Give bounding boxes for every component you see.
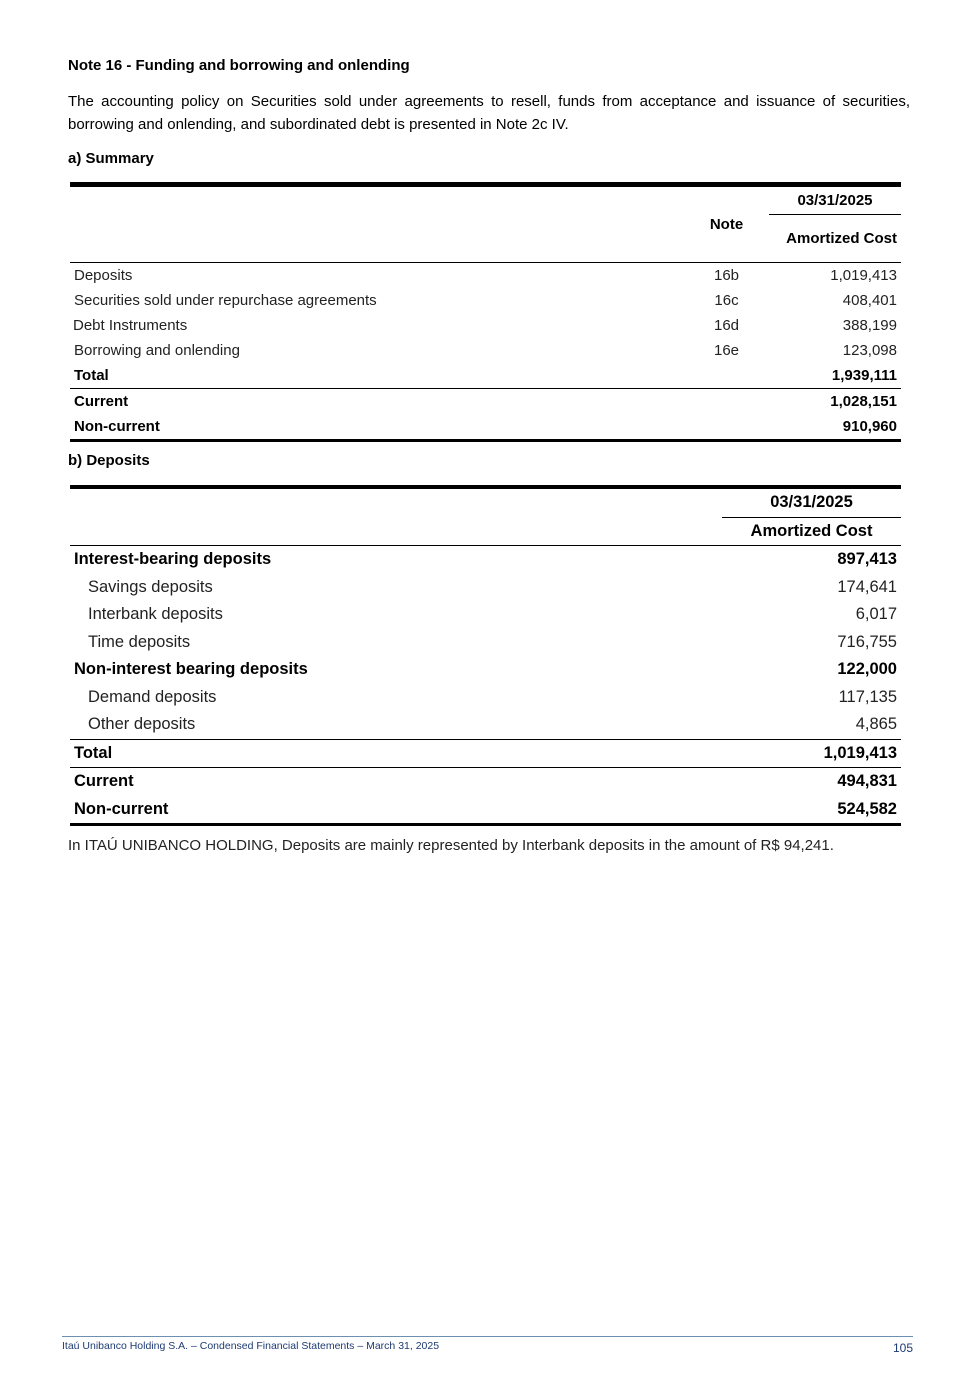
row-value: 716,755 (837, 632, 897, 651)
non-current-row (70, 414, 901, 441)
non-current-label: Non-current (70, 414, 684, 441)
current-row (70, 768, 901, 796)
footer-divider (62, 1336, 913, 1337)
total-value: 1,939,111 (769, 363, 901, 389)
row-note: 16d (713, 317, 740, 334)
summary-amount-header: Amortized Cost (769, 215, 901, 263)
row-value: 388,199 (842, 317, 897, 334)
total-row (70, 363, 901, 389)
deposits-amount-header: Amortized Cost (722, 517, 901, 546)
current-label: Current (74, 772, 134, 791)
row-value: 174,641 (837, 577, 897, 596)
row-note: 16c (714, 292, 739, 309)
row-value: 117,135 (838, 687, 897, 706)
row-value: 4,865 (855, 715, 897, 734)
table-row (70, 313, 901, 338)
current-label: Current (74, 393, 129, 410)
non-current-value: 910,960 (769, 414, 901, 441)
summary-heading: a) Summary (68, 150, 154, 167)
note-title: Note 16 - Funding and borrowing and onlending (68, 57, 410, 74)
row-label: Interest-bearing deposits (74, 550, 272, 569)
footer-text: Itaú Unibanco Holding S.A. – Condensed Financial Statements – March 31, 2025 (62, 1340, 440, 1352)
note-column-header: Note (684, 185, 769, 263)
row-value: 1,019,413 (830, 267, 897, 284)
table-row (70, 263, 901, 289)
row-label: Savings deposits (88, 577, 213, 596)
row-label: Other deposits (88, 715, 196, 734)
row-note: 16e (713, 342, 740, 359)
row-label: Non-interest bearing deposits (74, 660, 308, 679)
row-value: 897,413 (837, 550, 897, 569)
total-label: Total (70, 739, 722, 768)
current-value: 494,831 (837, 772, 897, 791)
page-number: 105 (892, 1341, 913, 1355)
table-row (70, 574, 901, 602)
table-row (70, 711, 901, 739)
row-value: 6,017 (855, 605, 897, 624)
row-label: Time deposits (88, 632, 191, 651)
current-value: 1,028,151 (830, 393, 897, 410)
total-row (70, 739, 901, 768)
total-value: 1,019,413 (722, 739, 901, 768)
table-row (70, 684, 901, 712)
deposits-heading: b) Deposits (68, 452, 150, 469)
row-value: 408,401 (842, 292, 897, 309)
deposits-table (70, 485, 901, 826)
deposits-date-header: 03/31/2025 (722, 487, 901, 517)
non-current-label: Non-current (70, 796, 722, 825)
non-current-value: 524,582 (722, 796, 901, 825)
row-label: Borrowing and onlending (74, 342, 240, 359)
summary-date-header: 03/31/2025 (769, 185, 901, 215)
row-label: Securities sold under repurchase agreements (74, 292, 377, 309)
table-row (70, 288, 901, 313)
row-value: 122,000 (837, 660, 897, 679)
summary-table (70, 182, 901, 442)
non-interest-row (70, 656, 901, 684)
table-row (70, 601, 901, 629)
policy-paragraph: The accounting policy on Securities sold under agreements to resell, funds from acceptance and issuance of securities, borrowing and onlending, and subordinated debt is presented in Note 2c IV. (68, 93, 910, 133)
table-row (70, 338, 901, 363)
row-label: Demand deposits (88, 687, 217, 706)
non-current-row (70, 796, 901, 825)
row-label: Debt Instruments (73, 317, 188, 334)
total-label: Total (70, 363, 684, 389)
interest-bearing-row (70, 546, 901, 574)
row-value: 123,098 (842, 342, 897, 359)
row-note: 16b (713, 267, 740, 284)
table-row (70, 629, 901, 657)
row-label: Deposits (74, 267, 133, 284)
current-row (70, 389, 901, 415)
row-label: Interbank deposits (88, 605, 223, 624)
deposits-footnote: In ITAÚ UNIBANCO HOLDING, Deposits are mainly represented by Interbank deposits in the amount of R$ 94,241. (68, 837, 834, 854)
